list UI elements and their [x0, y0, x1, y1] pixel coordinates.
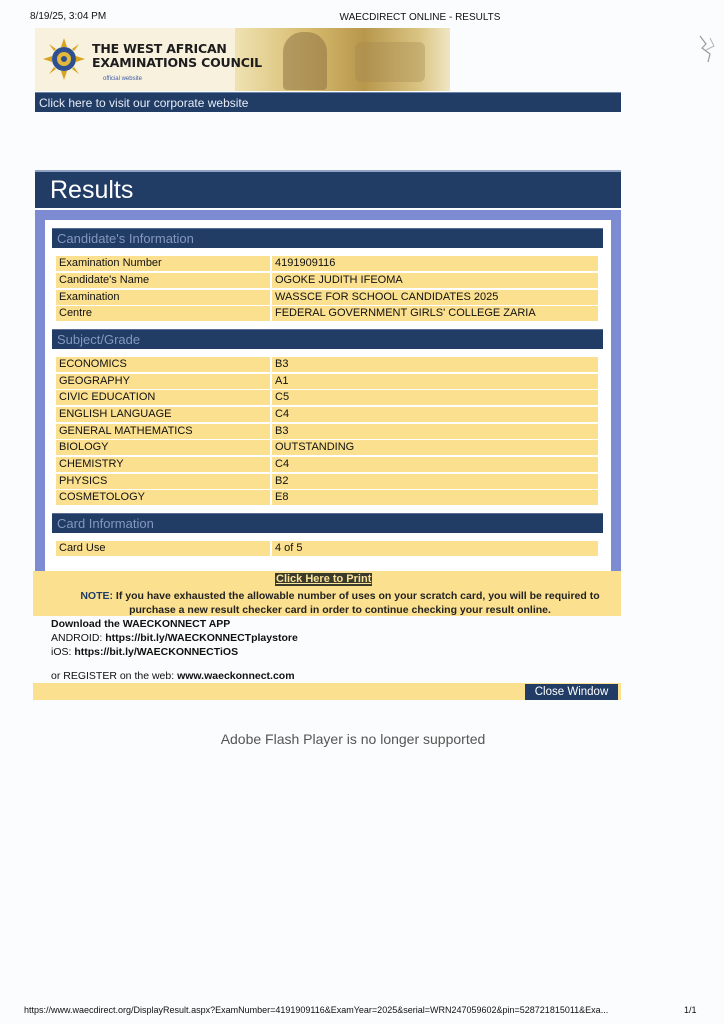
note-text: If you have exhausted the allowable number of uses on your scratch card, you will be required to purchase a new result checker card in order to continue checking your result online. — [113, 590, 600, 616]
row-value: FEDERAL GOVERNMENT GIRLS' COLLEGE ZARIA — [272, 306, 598, 321]
print-datetime: 8/19/25, 3:04 PM — [30, 11, 107, 22]
card-info-header: Card Information — [52, 513, 603, 533]
table-row — [56, 457, 598, 472]
android-link[interactable]: https://bit.ly/WAECKONNECTplaystore — [105, 632, 298, 644]
table-row — [56, 407, 598, 422]
print-page-number: 1/1 — [684, 1005, 697, 1015]
subject-grade-header: Subject/Grade — [52, 329, 603, 349]
subject-name: COSMETOLOGY — [56, 490, 270, 505]
subject-grade: C4 — [272, 457, 598, 472]
results-heading: Results — [35, 170, 621, 208]
note-label: NOTE: — [80, 590, 114, 602]
subject-grade: A1 — [272, 374, 598, 389]
candidate-info-header: Candidate's Information — [52, 228, 603, 248]
table-row — [56, 374, 598, 389]
register-line — [51, 669, 295, 683]
waec-banner — [35, 28, 450, 91]
table-row — [56, 474, 598, 489]
row-value: WASSCE FOR SCHOOL CANDIDATES 2025 — [272, 290, 598, 305]
table-row — [56, 273, 598, 288]
subject-grade: OUTSTANDING — [272, 440, 598, 455]
table-row — [56, 290, 598, 305]
table-row — [56, 357, 598, 372]
table-row — [56, 306, 598, 321]
table-row — [56, 440, 598, 455]
subject-name: PHYSICS — [56, 474, 270, 489]
official-website-label: official website — [103, 76, 142, 82]
table-row — [56, 424, 598, 439]
subject-name: ENGLISH LANGUAGE — [56, 407, 270, 422]
table-row — [56, 256, 598, 271]
table-row — [56, 541, 598, 556]
row-label: Candidate's Name — [56, 273, 270, 288]
subject-name: GENERAL MATHEMATICS — [56, 424, 270, 439]
subject-grade: E8 — [272, 490, 598, 505]
council-name: THE WEST AFRICAN EXAMINATIONS COUNCIL — [92, 41, 262, 70]
corporate-website-link[interactable]: Click here to visit our corporate website — [35, 92, 621, 112]
subject-name: GEOGRAPHY — [56, 374, 270, 389]
subject-grade: B2 — [272, 474, 598, 489]
subject-name: BIOLOGY — [56, 440, 270, 455]
subject-grade: C5 — [272, 390, 598, 405]
row-value: 4191909116 — [272, 256, 598, 271]
subject-name: ECONOMICS — [56, 357, 270, 372]
print-url: https://www.waecdirect.org/DisplayResult.aspx?ExamNumber=4191909116&ExamYear=2025&serial=WRN247059602&pin=528721815011&Exa... — [24, 1005, 609, 1015]
flash-unsupported-message: Adobe Flash Player is no longer supported — [220, 731, 486, 747]
card-use-value: 4 of 5 — [272, 541, 598, 556]
row-label: Centre — [56, 306, 270, 321]
close-window-button[interactable]: Close Window — [525, 684, 618, 700]
app-download-title: Download the WAECKONNECT APP — [51, 618, 231, 630]
row-label: Examination Number — [56, 256, 270, 271]
app-download-info — [51, 617, 298, 659]
table-row — [56, 490, 598, 505]
subject-grade: C4 — [272, 407, 598, 422]
print-page-title: WAECDIRECT ONLINE - RESULTS — [339, 12, 501, 23]
scan-mark-icon — [696, 34, 718, 64]
row-value: OGOKE JUDITH IFEOMA — [272, 273, 598, 288]
subject-grade: B3 — [272, 424, 598, 439]
row-label: Examination — [56, 290, 270, 305]
table-row — [56, 390, 598, 405]
register-link[interactable]: www.waeckonnect.com — [177, 670, 295, 682]
banner-photo — [235, 28, 450, 91]
register-prefix: or REGISTER on the web: — [51, 670, 178, 682]
scratch-card-note — [60, 589, 620, 617]
waec-logo-icon — [43, 38, 85, 80]
android-label: ANDROID: — [51, 632, 106, 644]
ios-label: iOS: — [51, 646, 75, 658]
subject-name: CHEMISTRY — [56, 457, 270, 472]
subject-grade: B3 — [272, 357, 598, 372]
card-use-label: Card Use — [56, 541, 270, 556]
subject-name: CIVIC EDUCATION — [56, 390, 270, 405]
ios-link[interactable]: https://bit.ly/WAECKONNECTiOS — [74, 646, 239, 658]
print-link[interactable]: Click Here to Print — [276, 573, 372, 585]
